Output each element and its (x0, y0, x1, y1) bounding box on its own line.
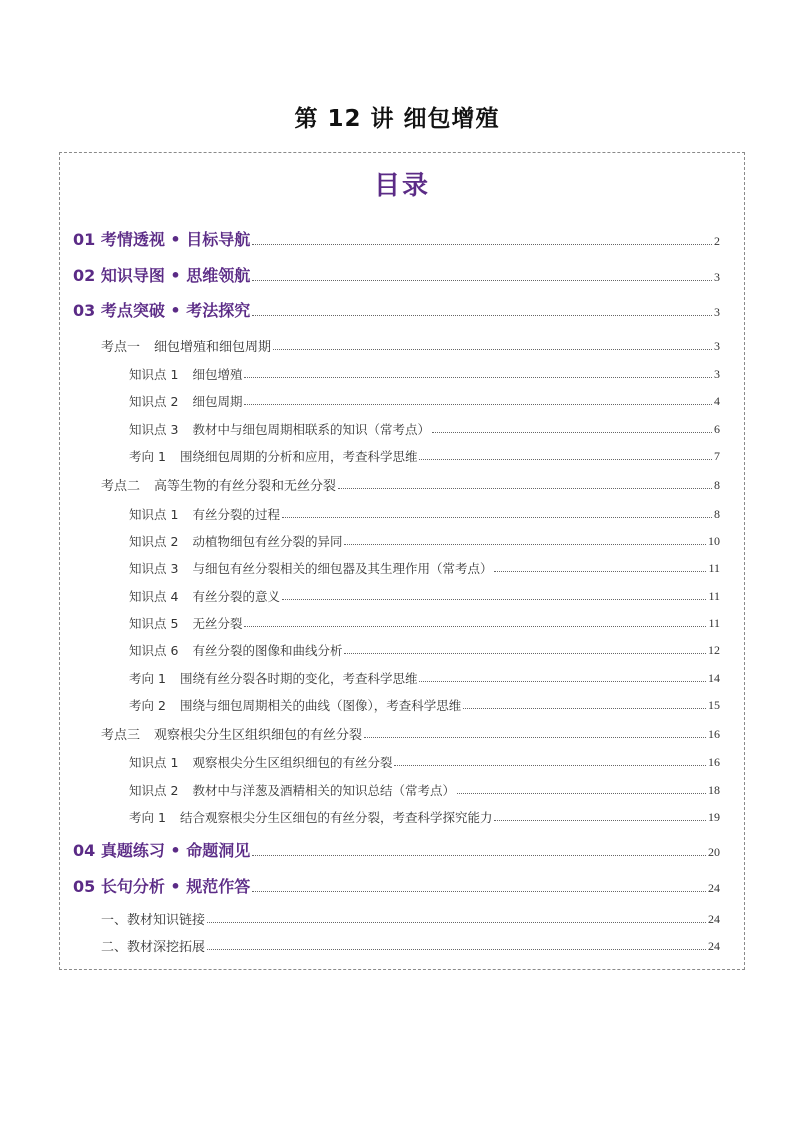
toc-page-number: 19 (708, 810, 720, 824)
toc-page-number: 14 (708, 671, 720, 685)
toc-entry-label: 考向 1 结合观察根尖分生区细包的有丝分裂，考查科学探究能力 (129, 810, 493, 825)
toc-entry-3-3[interactable] (129, 806, 720, 826)
toc-entry-label: 考向 1 围绕细包周期的分析和应用，考查科学思维 (129, 449, 418, 464)
toc-entry-label: 知识点 2 教材中与洋葱及酒精相关的知识总结（常考点） (129, 783, 455, 798)
toc-entry-05-1[interactable] (101, 908, 720, 928)
dot-leader (282, 599, 706, 600)
dot-leader (494, 571, 706, 572)
toc-entry-2-6[interactable] (129, 639, 720, 659)
toc-entry-01[interactable] (73, 226, 720, 250)
toc-entry-2-3[interactable] (129, 557, 720, 577)
dot-leader (252, 280, 712, 281)
toc-page-number: 15 (708, 698, 720, 712)
toc-entry-label: 01 考情透视 • 目标导航 (73, 230, 251, 249)
dot-leader (273, 349, 712, 350)
toc-entry-1-3[interactable] (129, 418, 720, 438)
toc-entry-label: 知识点 3 教材中与细包周期相联系的知识（常考点） (129, 422, 430, 437)
toc-entry-label: 考点二 高等生物的有丝分裂和无丝分裂 (101, 479, 337, 494)
toc-page-number: 7 (714, 449, 720, 463)
toc-entry-label: 02 知识导图 • 思维领航 (73, 266, 251, 285)
dot-leader (282, 517, 712, 518)
table-of-contents (59, 152, 745, 970)
toc-page-number: 6 (714, 422, 720, 436)
dot-leader (244, 404, 712, 405)
dot-leader (344, 653, 706, 654)
toc-entry-03[interactable] (73, 297, 720, 321)
toc-entry-label: 04 真题练习 • 命题洞见 (73, 841, 251, 860)
toc-entry-04[interactable] (73, 837, 720, 861)
toc-entry-label: 知识点 6 有丝分裂的图像和曲线分析 (129, 643, 343, 658)
toc-entry-label: 考点一 细包增殖和细包周期 (101, 340, 272, 355)
toc-page-number: 4 (714, 394, 720, 408)
toc-page-number: 24 (708, 939, 720, 953)
toc-page-number: 24 (708, 881, 720, 895)
dot-leader (463, 708, 706, 709)
toc-entry-kaodian-1[interactable] (101, 335, 720, 355)
toc-entry-label: 知识点 1 细包增殖 (129, 367, 243, 382)
toc-page-number: 16 (708, 755, 720, 769)
toc-entry-label: 知识点 1 观察根尖分生区组织细包的有丝分裂 (129, 755, 393, 770)
toc-entry-2-2[interactable] (129, 530, 720, 550)
toc-entry-label: 二、教材深挖拓展 (101, 940, 206, 955)
dot-leader (207, 922, 706, 923)
toc-entry-label: 知识点 4 有丝分裂的意义 (129, 589, 280, 604)
toc-page-number: 2 (714, 234, 720, 248)
toc-entry-1-2[interactable] (129, 390, 720, 410)
toc-entry-1-1[interactable] (129, 363, 720, 383)
toc-page-number: 3 (714, 270, 720, 284)
toc-page-number: 8 (714, 507, 720, 521)
toc-entry-label: 考向 1 围绕有丝分裂各时期的变化，考查科学思维 (129, 671, 418, 686)
toc-entry-label: 知识点 2 动植物细包有丝分裂的异同 (129, 534, 343, 549)
dot-leader (394, 765, 706, 766)
toc-entry-2-7[interactable] (129, 667, 720, 687)
toc-entry-label: 知识点 1 有丝分裂的过程 (129, 507, 280, 522)
toc-entry-3-2[interactable] (129, 779, 720, 799)
dot-leader (252, 891, 706, 892)
toc-entry-2-5[interactable] (129, 612, 720, 632)
toc-entry-05[interactable] (73, 873, 720, 897)
toc-entry-label: 05 长句分析 • 规范作答 (73, 877, 251, 896)
toc-entry-label: 考向 2 围绕与细包周期相关的曲线（图像），考查科学思维 (129, 698, 462, 713)
page-title: 第 12 讲 细包增殖 (294, 106, 500, 132)
toc-entry-2-4[interactable] (129, 585, 720, 605)
toc-page-number: 11 (708, 616, 720, 630)
dot-leader (252, 244, 712, 245)
toc-page-number: 11 (708, 589, 720, 603)
dot-leader (364, 737, 706, 738)
toc-entry-label: 考点三 观察根尖分生区组织细包的有丝分裂 (101, 728, 363, 743)
toc-page-number: 3 (714, 367, 720, 381)
toc-entry-label: 03 考点突破 • 考法探究 (73, 301, 251, 320)
toc-entry-2-1[interactable] (129, 503, 720, 523)
toc-entry-label: 一、教材知识链接 (101, 913, 206, 928)
toc-entry-05-2[interactable] (101, 935, 720, 955)
toc-heading: 目录 (373, 171, 430, 201)
dot-leader (244, 377, 712, 378)
toc-entry-3-1[interactable] (129, 751, 720, 771)
toc-entry-kaodian-3[interactable] (101, 723, 720, 743)
toc-page-number: 20 (708, 845, 720, 859)
toc-page-number: 24 (708, 912, 720, 926)
toc-page-number: 3 (714, 339, 720, 353)
dot-leader (457, 793, 706, 794)
dot-leader (244, 626, 706, 627)
dot-leader (338, 488, 712, 489)
dot-leader (419, 681, 706, 682)
toc-entry-label: 知识点 3 与细包有丝分裂相关的细包器及其生理作用（常考点） (129, 561, 493, 576)
dot-leader (419, 459, 712, 460)
toc-page-number: 11 (708, 561, 720, 575)
toc-page-number: 10 (708, 534, 720, 548)
toc-page-number: 8 (714, 478, 720, 492)
dot-leader (207, 949, 706, 950)
toc-page-number: 16 (708, 727, 720, 741)
toc-entry-kaodian-2[interactable] (101, 474, 720, 494)
toc-page-number: 18 (708, 783, 720, 797)
toc-page-number: 12 (708, 643, 720, 657)
dot-leader (252, 855, 706, 856)
toc-page-number: 3 (714, 305, 720, 319)
toc-entry-02[interactable] (73, 262, 720, 286)
dot-leader (432, 432, 712, 433)
toc-entry-label: 知识点 2 细包周期 (129, 394, 243, 409)
dot-leader (344, 544, 706, 545)
dot-leader (252, 315, 712, 316)
toc-entry-1-4[interactable] (129, 445, 720, 465)
toc-entry-label: 知识点 5 无丝分裂 (129, 616, 243, 631)
toc-entry-2-8[interactable] (129, 694, 720, 714)
dot-leader (494, 820, 706, 821)
